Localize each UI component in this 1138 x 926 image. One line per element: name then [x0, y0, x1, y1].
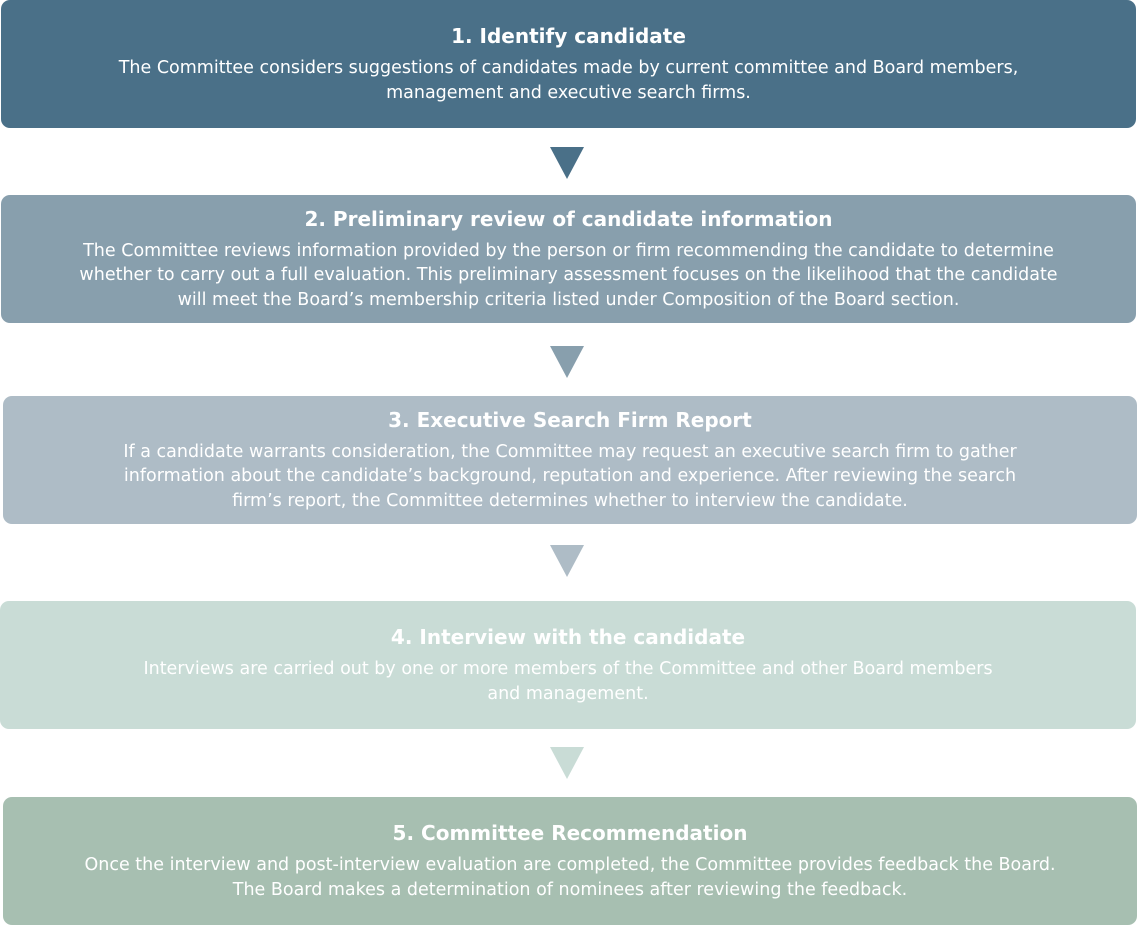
step-3-box	[3, 396, 1137, 524]
step-2-title: 2. Preliminary review of candidate information	[304, 206, 833, 231]
step-1-description-line: The Committee considers suggestions of candidates made by current committee and Board members,	[118, 58, 1019, 78]
step-2-description	[79, 239, 1057, 313]
step-5-description-line: The Board makes a determination of nominees after reviewing the feedback.	[232, 879, 908, 900]
arrow-down-icon	[550, 545, 584, 577]
step-1-description-line: management and executive search firms.	[386, 82, 751, 103]
step-3-description-line: firm’s report, the Committee determines whether to interview the candidate.	[232, 490, 908, 511]
arrow-down-icon	[550, 147, 584, 179]
step-5-description-line: Once the interview and post-interview evaluation are completed, the Committee provides feedback the Board.	[84, 855, 1056, 875]
step-2-description-line: The Committee reviews information provided by the person or firm recommending the candidate to determine	[83, 240, 1054, 261]
step-3-description-line: information about the candidate’s background, reputation and experience. After reviewing the search	[123, 466, 1017, 487]
step-2-description-line: will meet the Board’s membership criteria listed under Composition of the Board section.	[177, 289, 960, 310]
step-1-description	[119, 56, 1019, 105]
step-3-title: 3. Executive Search Firm Report	[388, 407, 752, 432]
arrow-down-icon	[550, 346, 584, 378]
step-5-title: 5. Committee Recommendation	[392, 821, 748, 845]
step-4-box	[0, 601, 1136, 729]
step-3-description-line: If a candidate warrants consideration, the Committee may request an executive search firm to gather	[123, 441, 1017, 462]
arrow-down-icon	[550, 747, 584, 779]
step-5-description	[84, 853, 1055, 902]
step-1-box	[1, 0, 1136, 128]
step-5-box	[3, 797, 1137, 925]
step-1-title: 1. Identify candidate	[451, 24, 686, 48]
step-4-description-line: Interviews are carried out by one or more members of the Committee and other Board members	[143, 659, 993, 679]
step-4-title: 4. Interview with the candidate	[390, 625, 746, 649]
step-2-box	[1, 195, 1136, 323]
step-2-description-line: whether to carry out a full evaluation. This preliminary assessment focuses on the likelihood that the candidate	[79, 265, 1058, 286]
step-3-description	[123, 440, 1016, 514]
step-4-description-line: and management.	[487, 683, 649, 704]
step-4-description	[143, 657, 992, 706]
